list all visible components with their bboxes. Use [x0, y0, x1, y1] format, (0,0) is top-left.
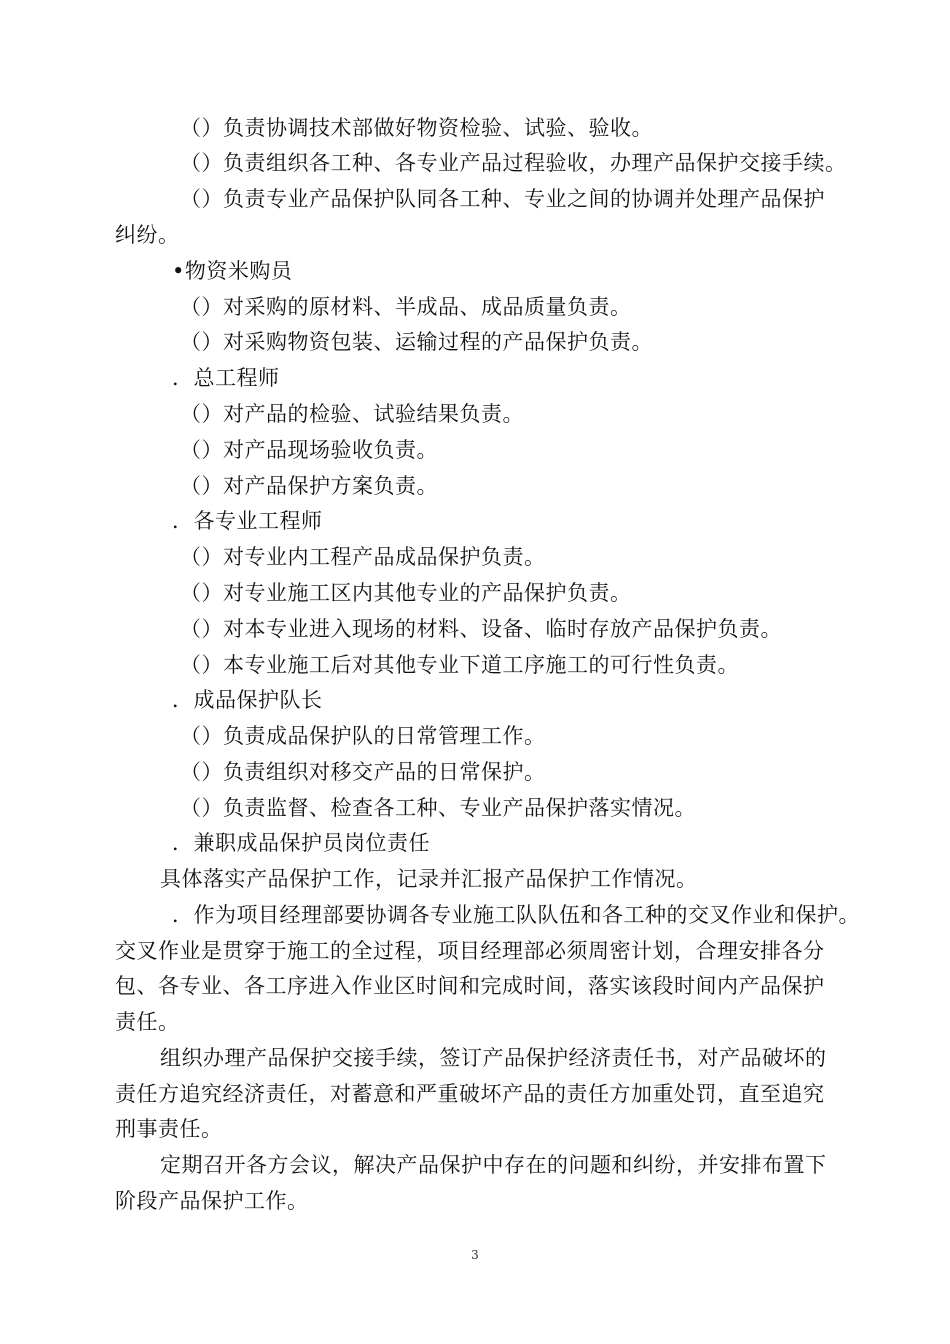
text-line: （）本专业施工后对其他专业下道工序施工的可行性负责。 — [180, 653, 739, 677]
paragraph-line: 责任。 — [115, 1010, 180, 1034]
text-line: （）对产品现场验收负责。 — [180, 438, 438, 462]
section-heading: •物资米购员 — [172, 259, 293, 283]
text-line: （）负责监督、检查各工种、专业产品保护落实情况。 — [180, 796, 696, 820]
text-line: （）对采购的原材料、半成品、成品质量负责。 — [180, 295, 632, 319]
text-line: （）负责组织各工种、各专业产品过程验收，办理产品保护交接手续。 — [180, 151, 847, 175]
text-line: （）对采购物资包装、运输过程的产品保护负责。 — [180, 330, 653, 354]
paragraph-line: 定期召开各方会议，解决产品保护中存在的问题和纠纷，并安排布置下 — [160, 1153, 827, 1177]
paragraph-line: 刑事责任。 — [115, 1117, 223, 1141]
paragraph-line: 包、各专业、各工序进入作业区时间和完成时间，落实该段时间内产品保护 — [115, 974, 825, 998]
page-number: 3 — [471, 1248, 479, 1262]
text-line: （）负责协调技术部做好物资检验、试验、验收。 — [180, 116, 653, 140]
text-line: （）对产品保护方案负责。 — [180, 474, 438, 498]
text-line: （）对专业施工区内其他专业的产品保护负责。 — [180, 581, 632, 605]
paragraph-line: 交叉作业是贯穿于施工的全过程，项目经理部必须周密计划，合理安排各分 — [115, 939, 825, 963]
paragraph-line: 具体落实产品保护工作，记录并汇报产品保护工作情况。 — [160, 867, 698, 891]
paragraph-line: 责任方追究经济责任，对蓄意和严重破坏产品的责任方加重处罚，直至追究 — [115, 1082, 825, 1106]
section-heading: ．各专业工程师 — [172, 509, 323, 533]
text-line: （）对本专业进入现场的材料、设备、临时存放产品保护负责。 — [180, 617, 782, 641]
text-line: （）负责成品保护队的日常管理工作。 — [180, 724, 546, 748]
paragraph-line: ．作为项目经理部要协调各专业施工队队伍和各工种的交叉作业和保护。 — [172, 903, 860, 927]
section-heading: ．兼职成品保护员岗位责任 — [172, 831, 430, 855]
paragraph-line: 阶段产品保护工作。 — [115, 1189, 309, 1213]
text-line: 纠纷。 — [115, 223, 180, 247]
text-line: （）负责专业产品保护队同各工种、专业之间的协调并处理产品保护 — [180, 187, 825, 211]
text-line: （）对专业内工程产品成品保护负责。 — [180, 545, 546, 569]
text-line: （）负责组织对移交产品的日常保护。 — [180, 760, 546, 784]
section-heading: ．成品保护队长 — [172, 688, 323, 712]
text-line: （）对产品的检验、试验结果负责。 — [180, 402, 524, 426]
paragraph-line: 组织办理产品保护交接手续，签订产品保护经济责任书，对产品破坏的 — [160, 1046, 827, 1070]
section-heading: ．总工程师 — [172, 366, 280, 390]
